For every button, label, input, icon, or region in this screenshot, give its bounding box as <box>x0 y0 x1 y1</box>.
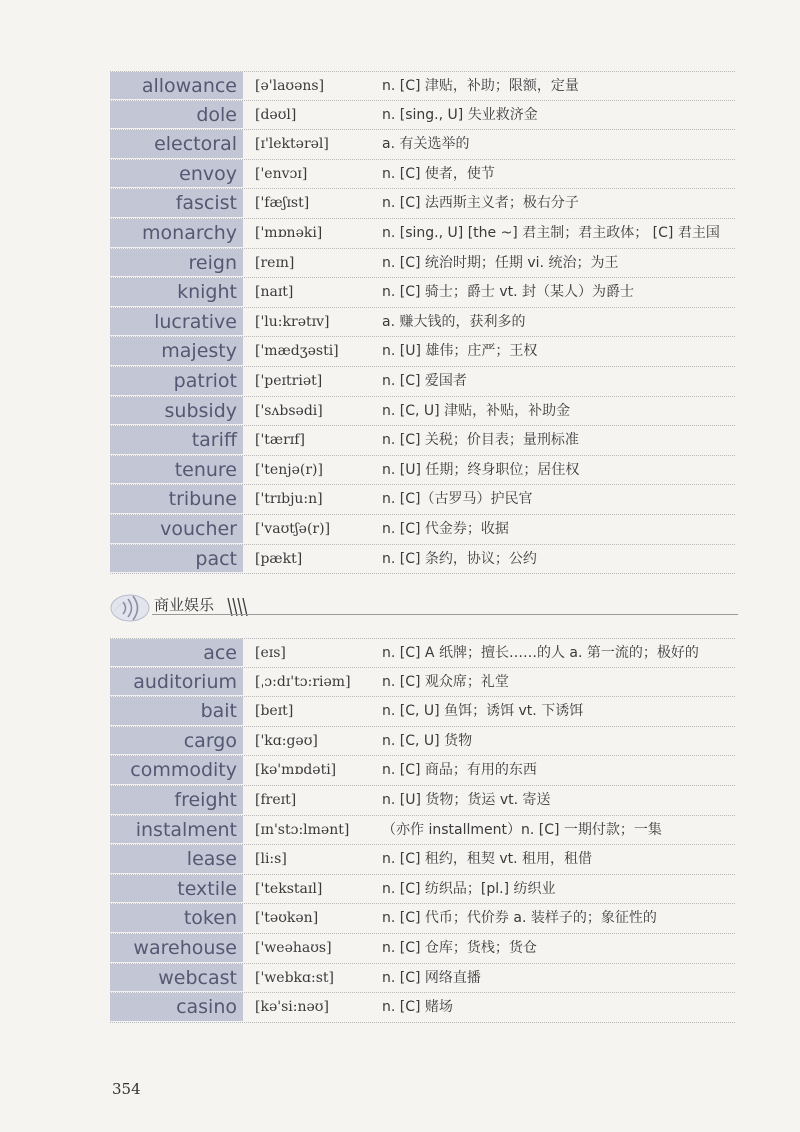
vocab-definition: n. [C] 骑士；爵士 vt. 封（某人）为爵士 <box>382 284 635 301</box>
vocab-phonetic: ['mɒnəki] <box>255 224 323 241</box>
vocab-row <box>110 545 735 575</box>
vocab-row <box>110 638 735 668</box>
vocabulary-table-1 <box>110 71 735 574</box>
vocab-phonetic: [ɪ'lektərəl] <box>255 136 329 153</box>
vocab-row <box>110 278 735 308</box>
vocab-phonetic: [ˌɔ:dɪ'tɔ:riəm] <box>255 673 351 690</box>
vocab-row <box>110 964 735 994</box>
vocab-word: pact <box>110 545 243 574</box>
vocab-definition: n. [C] 法西斯主义者；极右分子 <box>382 195 579 212</box>
vocab-phonetic: [naɪt] <box>255 284 294 301</box>
vocab-phonetic: [beɪt] <box>255 703 294 720</box>
vocab-word: commodity <box>110 756 243 785</box>
vocab-row <box>110 875 735 905</box>
vocab-definition: n. [C, U] 津贴，补贴，补助金 <box>382 402 571 419</box>
speaker-bubble-icon <box>108 593 152 623</box>
vocab-word: reign <box>110 249 243 278</box>
vocab-definition: n. [sing., U] [the ~] 君主制；君主政体； [C] 君主国 <box>382 224 720 241</box>
vocab-phonetic: [dəʊl] <box>255 106 297 123</box>
vocab-row <box>110 697 735 727</box>
vocab-definition: n. [C] 使者，使节 <box>382 165 495 182</box>
vocab-definition: n. [C] 观众席；礼堂 <box>382 673 509 690</box>
vocab-definition: n. [C] 代金券；收据 <box>382 520 509 537</box>
vocab-row <box>110 189 735 219</box>
vocab-phonetic: [reɪn] <box>255 254 295 271</box>
vocab-row <box>110 727 735 757</box>
vocab-row <box>110 845 735 875</box>
vocab-phonetic: ['envɔɪ] <box>255 165 308 182</box>
vocab-word: tariff <box>110 426 243 455</box>
vocab-row <box>110 515 735 545</box>
section-title: 商业娱乐 <box>154 596 215 614</box>
vocab-word: electoral <box>110 130 243 159</box>
vocab-phonetic: ['peɪtriət] <box>255 372 323 389</box>
vocab-word: subsidy <box>110 397 243 426</box>
vocab-row <box>110 337 735 367</box>
section-header <box>108 590 738 624</box>
vocab-word: envoy <box>110 160 243 189</box>
vocab-phonetic: ['webkɑ:st] <box>255 969 334 986</box>
vocab-phonetic: ['mædʒəsti] <box>255 343 339 360</box>
vocab-definition: n. [U] 货物；货运 vt. 寄送 <box>382 791 551 808</box>
vocab-word: tribune <box>110 485 243 514</box>
vocab-word: fascist <box>110 189 243 218</box>
vocabulary-table-2 <box>110 638 735 1023</box>
vocab-word: allowance <box>110 72 243 100</box>
vocab-phonetic: [freɪt] <box>255 791 297 808</box>
vocab-row <box>110 249 735 279</box>
vocab-definition: a. 赚大钱的，获利多的 <box>382 313 526 330</box>
vocab-phonetic: [kə'mɒdəti] <box>255 762 337 779</box>
vocab-word: monarchy <box>110 219 243 248</box>
vocab-word: webcast <box>110 964 243 993</box>
vocab-word: ace <box>110 639 243 667</box>
vocab-phonetic: ['fæʃɪst] <box>255 195 310 212</box>
vocab-phonetic: ['sʌbsədi] <box>255 402 323 419</box>
vocab-word: auditorium <box>110 668 243 697</box>
vocab-word: majesty <box>110 337 243 366</box>
vocab-definition: n. [U] 雄伟；庄严；王权 <box>382 343 538 360</box>
vocab-definition: n. [U] 任期；终身职位；居住权 <box>382 461 580 478</box>
vocab-row <box>110 934 735 964</box>
vocab-word: bait <box>110 697 243 726</box>
vocab-phonetic: ['weəhaʊs] <box>255 939 332 956</box>
vocab-definition: n. [C] A 纸牌；擅长……的人 a. 第一流的；极好的 <box>382 645 699 661</box>
vocab-phonetic: ['trɪbju:n] <box>255 491 323 508</box>
vocab-definition: n. [C] 租约，租契 vt. 租用，租借 <box>382 851 593 868</box>
vocab-phonetic: ['lu:krətɪv] <box>255 313 330 330</box>
vocab-definition: n. [C] 仓库；货栈；货仓 <box>382 939 537 956</box>
vocab-row <box>110 426 735 456</box>
vocab-phonetic: [li:s] <box>255 851 287 868</box>
vocab-definition: n. [C] 纺织品；[pl.] 纺织业 <box>382 880 556 897</box>
vocab-word: textile <box>110 875 243 904</box>
vocab-row <box>110 668 735 698</box>
vocab-phonetic: ['tekstaɪl] <box>255 880 323 897</box>
vocab-word: instalment <box>110 816 243 845</box>
vocab-word: tenure <box>110 456 243 485</box>
vocab-row <box>110 816 735 846</box>
vocab-definition: a. 有关选举的 <box>382 136 470 153</box>
vocab-phonetic: ['vaʊtʃə(r)] <box>255 520 331 537</box>
vocab-phonetic: [eɪs] <box>255 645 286 661</box>
vocab-row <box>110 786 735 816</box>
page-number: 354 <box>112 1080 141 1098</box>
vocab-row <box>110 456 735 486</box>
vocab-row <box>110 219 735 249</box>
vocab-row <box>110 904 735 934</box>
vocab-word: dole <box>110 101 243 130</box>
vocab-row <box>110 160 735 190</box>
vocab-word: knight <box>110 278 243 307</box>
vocab-phonetic: ['təʊkən] <box>255 910 319 927</box>
vocab-row <box>110 130 735 160</box>
vocab-phonetic: [pækt] <box>255 550 303 567</box>
vocab-definition: n. [C] 商品；有用的东西 <box>382 762 537 779</box>
vocab-definition: n. [C] 爱国者 <box>382 372 467 389</box>
vocab-definition: n. [sing., U] 失业救济金 <box>382 106 538 123</box>
vocab-word: cargo <box>110 727 243 756</box>
vocab-definition: n. [C] 网络直播 <box>382 969 481 986</box>
vocab-definition: n. [C] 赌场 <box>382 999 453 1016</box>
vocab-row <box>110 308 735 338</box>
vocab-definition: n. [C, U] 货物 <box>382 732 473 749</box>
vocab-word: warehouse <box>110 934 243 963</box>
vocab-definition: n. [C] 代币；代价券 a. 装样子的；象征性的 <box>382 910 657 927</box>
vocab-word: lucrative <box>110 308 243 337</box>
vocab-definition: n. [C] 津贴，补助；限额，定量 <box>382 78 579 94</box>
vocab-definition: n. [C] 条约，协议；公约 <box>382 550 537 567</box>
vocab-row <box>110 101 735 131</box>
vocab-phonetic: ['kɑ:gəʊ] <box>255 732 318 749</box>
vocab-word: freight <box>110 786 243 815</box>
vocab-word: casino <box>110 993 243 1022</box>
vocab-phonetic: ['tærɪf] <box>255 432 305 449</box>
vocab-phonetic: [kə'si:nəʊ] <box>255 999 329 1016</box>
vocab-row <box>110 71 735 101</box>
vocab-row <box>110 397 735 427</box>
vocab-definition: n. [C] 关税；价目表；量刑标准 <box>382 432 579 449</box>
vocab-row <box>110 367 735 397</box>
vocab-row <box>110 485 735 515</box>
vocab-phonetic: [ɪn'stɔ:lmənt] <box>255 821 350 838</box>
vocab-definition: （亦作 installment）n. [C] 一期付款；一集 <box>382 821 662 838</box>
vocab-word: token <box>110 904 243 933</box>
vocab-definition: n. [C] 统治时期；任期 vi. 统治；为王 <box>382 254 619 271</box>
vocab-word: patriot <box>110 367 243 396</box>
vocab-row <box>110 756 735 786</box>
vocab-phonetic: ['tenjə(r)] <box>255 461 323 478</box>
section-rule <box>152 614 738 615</box>
vocab-word: lease <box>110 845 243 874</box>
vocab-row <box>110 993 735 1023</box>
vocab-word: voucher <box>110 515 243 544</box>
vocab-definition: n. [C]（古罗马）护民官 <box>382 491 533 508</box>
vocab-phonetic: [ə'laʊəns] <box>255 78 325 94</box>
vocab-definition: n. [C, U] 鱼饵；诱饵 vt. 下诱饵 <box>382 703 584 720</box>
